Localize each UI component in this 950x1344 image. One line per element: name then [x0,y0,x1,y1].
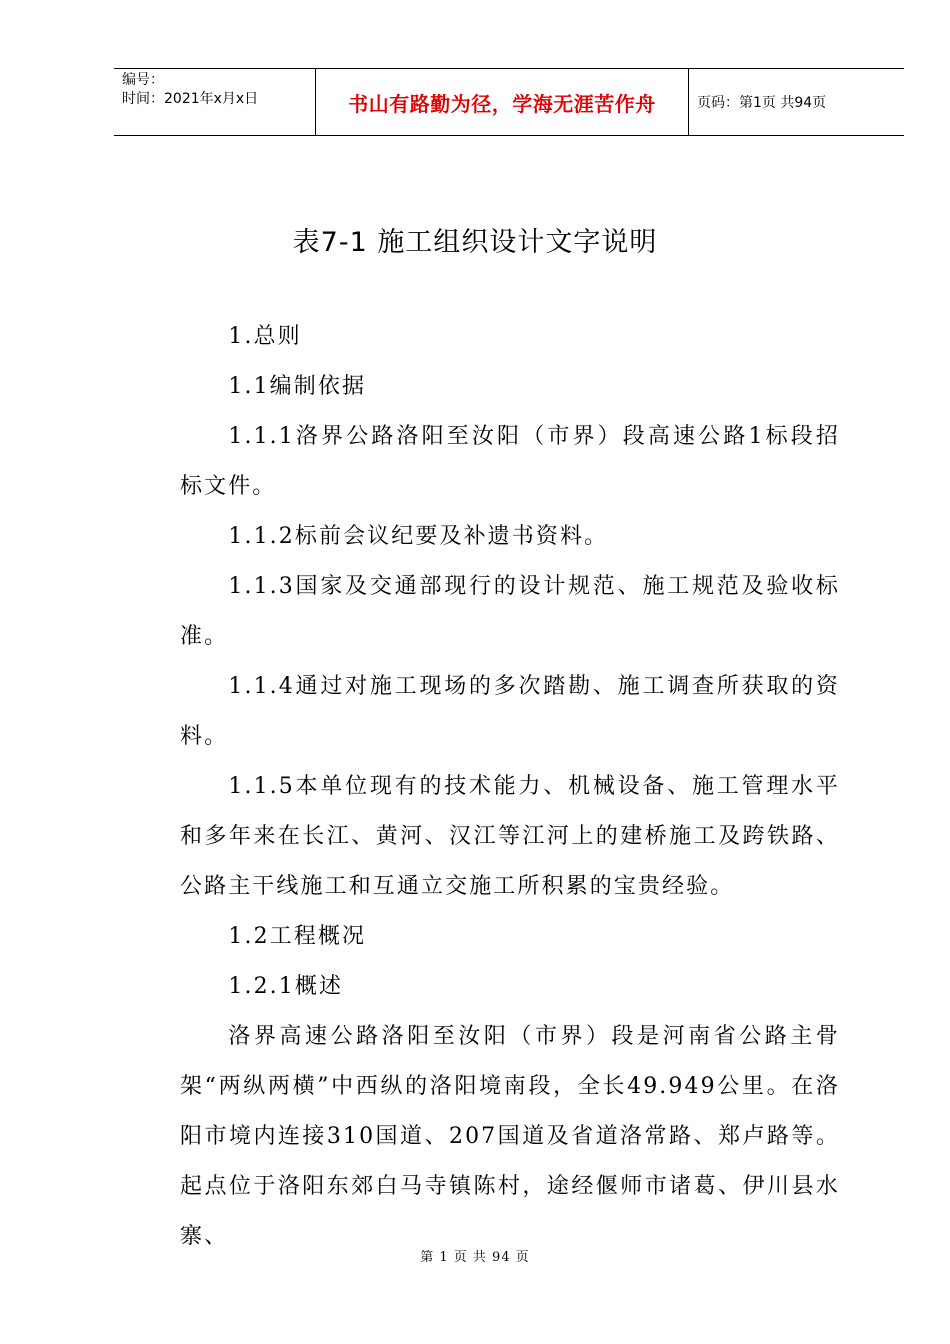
document-time-label: 时间：2021年x月x日 [122,91,259,107]
paragraph: 1.1.2标前会议纪要及补遗书资料。 [228,524,609,549]
document-header [114,68,904,136]
paragraph: 1.1.3国家及交通部现行的设计规范、施工规范及验收标准。 [180,574,840,649]
paragraph: 1.总则 [228,324,302,349]
paragraph: 1.1.4通过对施工现场的多次踏勘、施工调查所获取的资料。 [180,674,840,749]
paragraph: 1.2工程概况 [228,924,367,949]
header-page-label: 页码：第1页 共94页 [697,95,827,111]
document-number-label: 编号： [122,72,164,88]
document-title: 表7-1 施工组织设计文字说明 [292,227,658,258]
header-motto-cell [315,69,689,135]
document-body [180,312,840,1262]
paragraph: 洛界高速公路洛阳至汝阳（市界）段是河南省公路主骨架“两纵两横”中西纵的洛阳境南段，全长49.949公里。在洛阳市境内连接310国道、207国道及省道洛常路、郑卢路等。起点位于洛阳东郊白马寺镇陈村，途经偃师市诸葛、伊川县水寨、 [180,1024,840,1249]
page-footer: 第 1 页 共 94 页 [420,1250,530,1265]
paragraph: 1.1.5本单位现有的技术能力、机械设备、施工管理水平和多年来在长江、黄河、汉江等江河上的建桥施工及跨铁路、公路主干线施工和互通立交施工所积累的宝贵经验。 [180,774,840,899]
paragraph: 1.1.1洛界公路洛阳至汝阳（市界）段高速公路1标段招标文件。 [180,424,840,499]
header-page-cell [689,69,904,135]
header-meta [114,69,315,135]
header-motto: 书山有路勤为径，学海无涯苦作舟 [348,91,656,116]
paragraph: 1.1编制依据 [228,374,367,399]
paragraph: 1.2.1概述 [228,974,344,999]
